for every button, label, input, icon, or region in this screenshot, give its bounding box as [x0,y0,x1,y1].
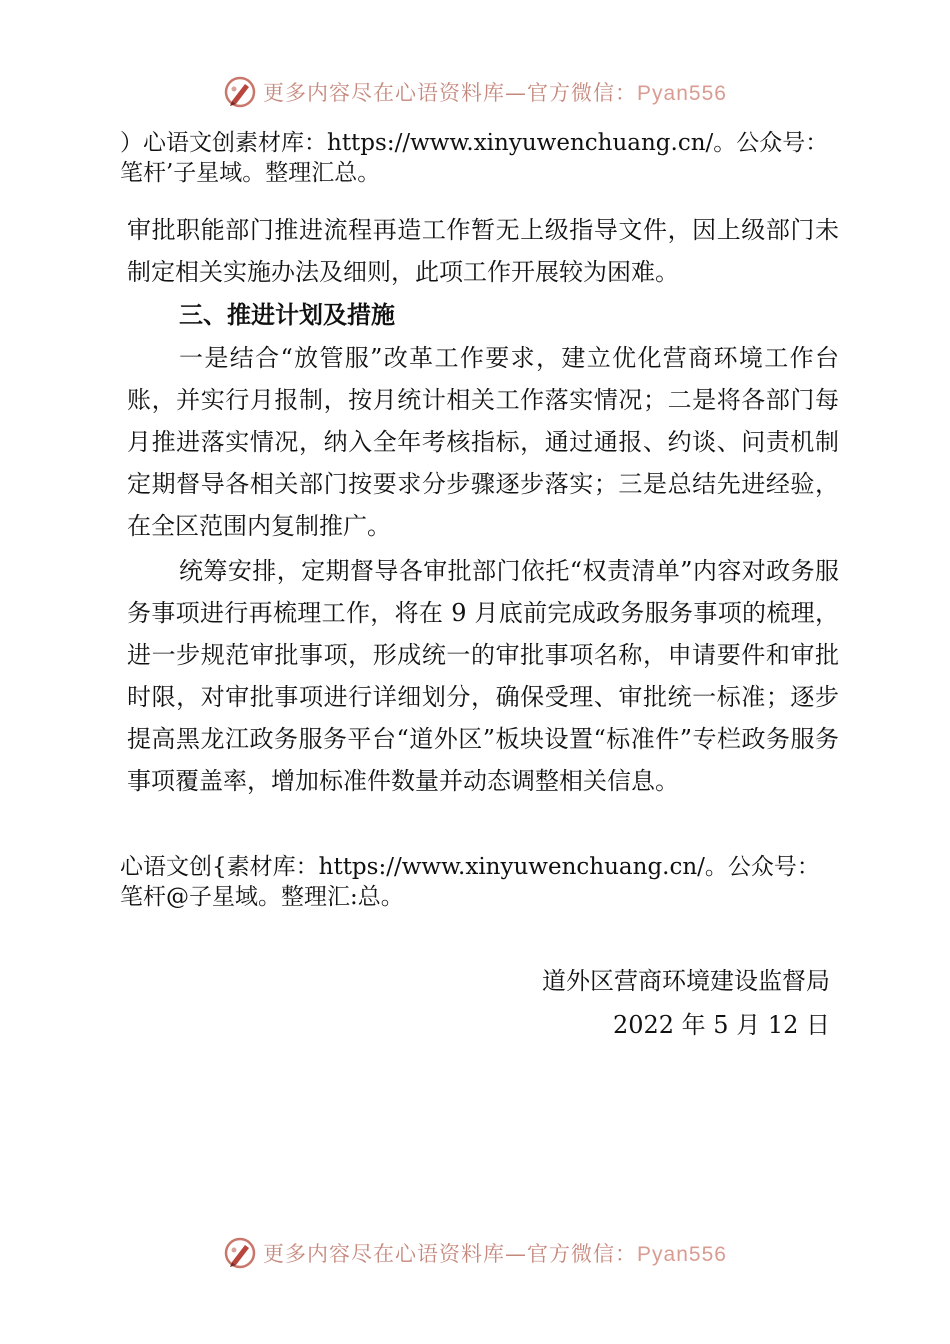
banner-text: 更多内容尽在心语资料库—官方微信：Pyan556 [263,81,727,105]
watermark-line-3: 心语文创{素材库：https://www.xinyuwenchuang.cn/。公众号： [120,854,820,880]
section-heading: 三、推进计划及措施 [179,300,395,329]
paragraph-difficulty: 审批职能部门推进流程再造工作暂无上级指导文件，因上级部门未制定相关实施办法及细则，此项工作开展较为困难。 [127,216,839,286]
signature-date: 2022 年 5 月 12 日 [612,1011,830,1039]
watermark-line-1: ）心语文创素材库：https://www.xinyuwenchuang.cn/。公众号： [120,130,829,156]
footer-banner [0,1233,950,1273]
wechat-id: Pyan556 [637,1243,727,1266]
watermark-line-4: 笔杆@子星域。整理汇:总。 [120,884,404,910]
signature-org: 道外区营商环境建设监督局 [542,967,830,995]
header-banner [0,72,950,112]
banner-text: 更多内容尽在心语资料库—官方微信：Pyan556 [263,1242,727,1266]
paragraph-arrangement: 统筹安排，定期督导各审批部门依托“权责清单”内容对政务服务事项进行再梳理工作，将在 9 月底前完成政务服务事项的梳理，进一步规范审批事项，形成统一的审批事项名称，申请要件和审批时限，对审批事项进行详细划分，确保受理、审批统一标准；逐步提高黑龙江政务服务平台“道外区”板块设置“标准件”专栏政务服务事项覆盖率，增加标准件数量并动态调整相关信息。 [127,557,839,795]
pen-logo-icon [223,1236,257,1270]
wechat-id: Pyan556 [637,82,727,105]
pen-logo-icon [223,75,257,109]
paragraph-plan: 一是结合“放管服”改革工作要求，建立优化营商环境工作台账，并实行月报制，按月统计相关工作落实情况；二是将各部门每月推进落实情况，纳入全年考核指标，通过通报、约谈、问责机制定期督导各相关部门按要求分步骤逐步落实；三是总结先进经验，在全区范围内复制推广。 [127,344,839,540]
watermark-line-2: 笔杆’子星域。整理汇总。 [120,160,381,186]
